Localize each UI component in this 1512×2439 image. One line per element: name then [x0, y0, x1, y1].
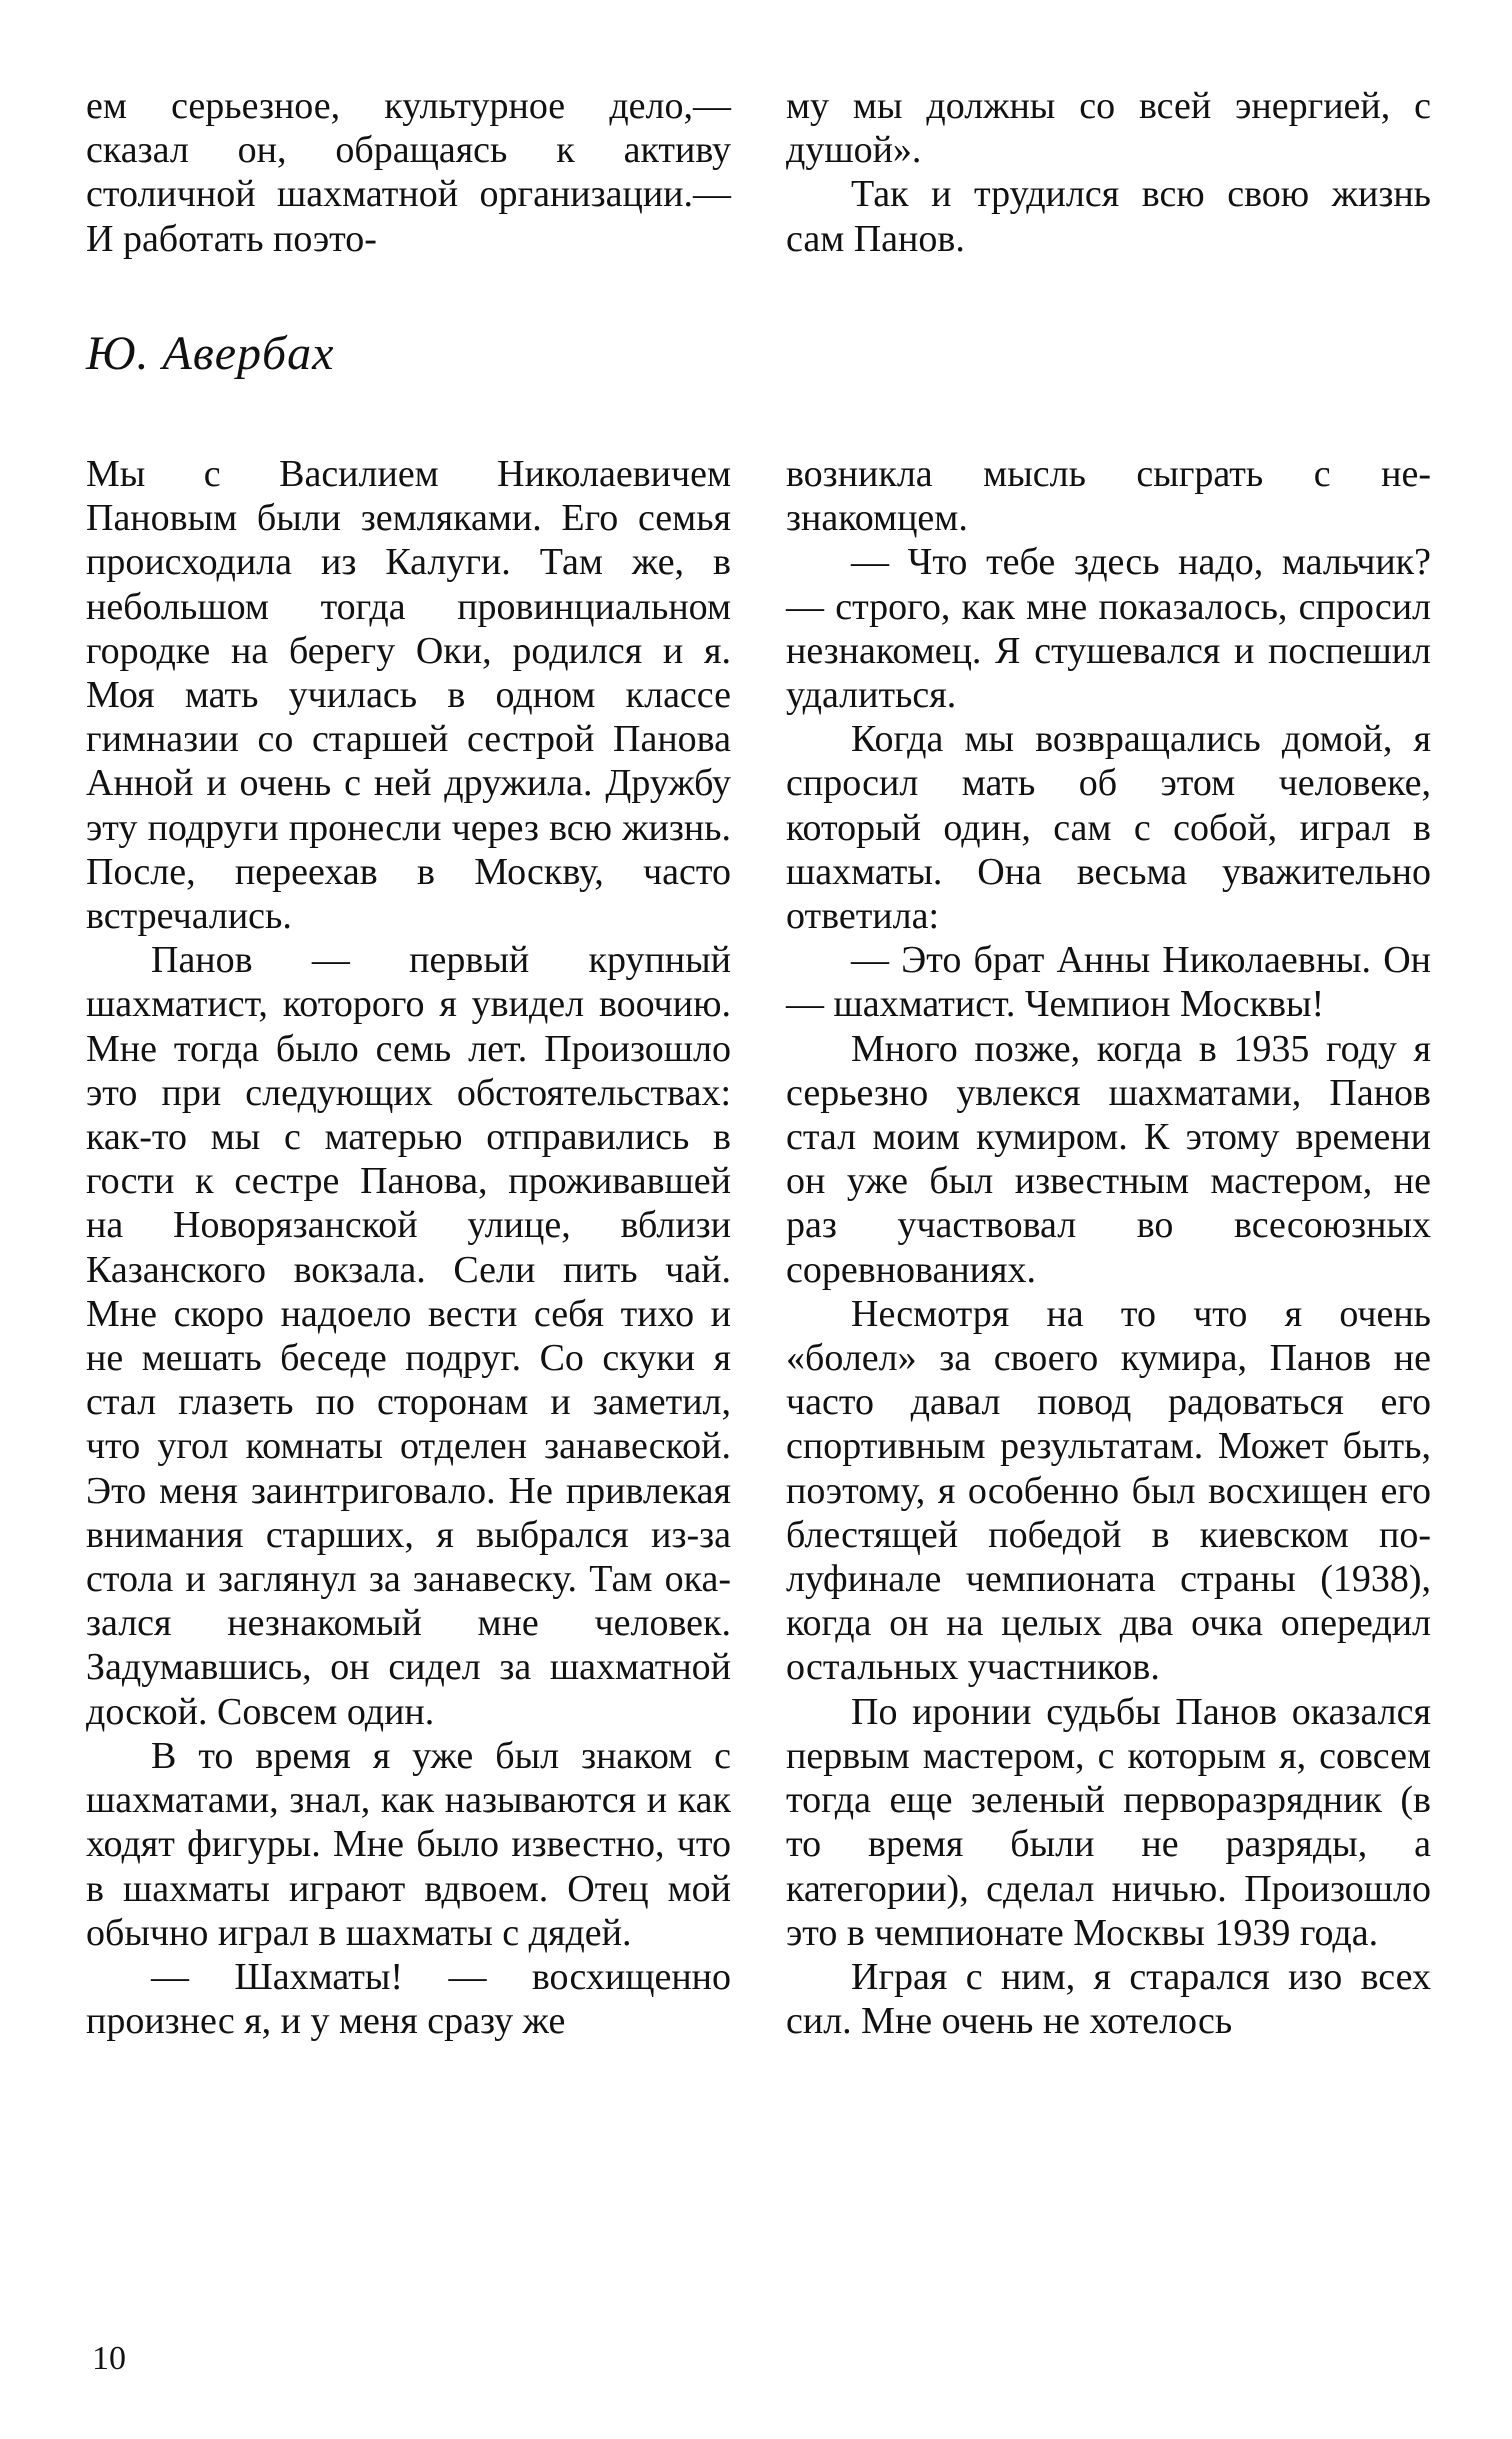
main-left-column: [86, 452, 731, 2043]
main-right-paragraph-2: — Что тебе здесь надо, мальчик? — строго, как мне показалось, спросил незнакомец. Я стушевался и поспешил удалиться.: [786, 541, 1431, 717]
main-right-paragraph-7: По иронии судьбы Панов оказался первым мастером, с которым я, совсем тогда еще зеленый перворазрядник (в то время были не разряды, а категории), сделал ничью. Произошло это в чемпионате Москвы 1939 года.: [786, 1690, 1431, 1954]
main-left-paragraph-4: — Шахматы! — восхищенно произнес я, и у меня сразу же: [86, 1955, 731, 2043]
main-left-paragraph-3: В то время я уже был знаком с шахматами, знал, как называются и как ходят фигуры. Мне было известно, что в шахматы играют вдвоем. Отец мой обычно играл в шахматы с дядей.: [86, 1734, 731, 1954]
main-right-paragraph-8: Играя с ним, я старался изо всех сил. Мне очень не хотелось: [786, 1955, 1431, 2043]
top-left-paragraph-1: ем серьезное, культурное дело,— сказал он, обращаясь к активу столичной шахматной организации.— И работать поэто-: [86, 85, 731, 260]
main-right-paragraph-1: возникла мысль сыграть с незнакомцем.: [786, 453, 1431, 540]
top-right-paragraph-1: му мы должны со всей энергией, с душой».: [786, 85, 1431, 172]
main-right-paragraph-6: Несмотря на то что я очень «болел» за своего кумира, Панов не часто давал повод радоваться его спортивным результатам. Может быть, поэтому, я особенно был восхищен его блестящей победой в киевском полуфинале чемпионата страны (1938), когда он на целых два очка опередил остальных участников.: [786, 1292, 1431, 1689]
main-right-paragraph-4: — Это брат Анны Николаевны. Он — шахматист. Чемпион Москвы!: [786, 939, 1431, 1026]
main-right-paragraph-5: Много позже, когда в 1935 году я серьезно увлекся шахматами, Панов стал моим кумиром. К этому времени он уже был известным мастером, не раз участвовал во всесоюзных соревнованиях.: [786, 1027, 1431, 1291]
top-right-column: [786, 84, 1431, 261]
page-number: 10: [92, 2340, 126, 2377]
main-right-paragraph-3: Когда мы возвращались домой, я спросил мать об этом человеке, который один, сам с собой, играл в шахматы. Она весьма уважительно ответила:: [786, 718, 1431, 938]
author-heading: Ю. Авербах: [86, 327, 335, 380]
main-right-column: [786, 452, 1431, 2043]
top-left-column: [86, 84, 731, 261]
main-left-paragraph-2: Панов — первый крупный шахматист, которого я увидел воочию. Мне тогда было семь лет. Произошло это при следующих обстоятельствах: как-то мы с матерью отправились в гости к сестре Панова, проживавшей на Новорязанской улице, вблизи Казанского вокзала. Сели пить чай. Мне скоро надоело вести себя тихо и не мешать беседе подруг. Со скуки я стал глазеть по сторонам и заметил, что угол комнаты отделен занавеской. Это меня заинтриговало. Не привлекая внимания старших, я выбрался из-за стола и заглянул за занавеску. Там оказался незнакомый мне человек. Задумавшись, он сидел за шахматной доской. Совсем один.: [86, 939, 731, 1733]
main-left-paragraph-1: Мы с Василием Николаевичем Пановым были земляками. Его семья происходила из Калуги. Там же, в небольшом тогда провинциальном городке на берегу Оки, родился и я. Моя мать училась в одном классе гимназии со старшей сестрой Панова Анной и очень с ней дружила. Дружбу эту подруги пронесли через всю жизнь. После, переехав в Москву, часто встречались.: [86, 453, 731, 938]
top-right-paragraph-2: Так и трудился всю свою жизнь сам Панов.: [786, 173, 1431, 260]
